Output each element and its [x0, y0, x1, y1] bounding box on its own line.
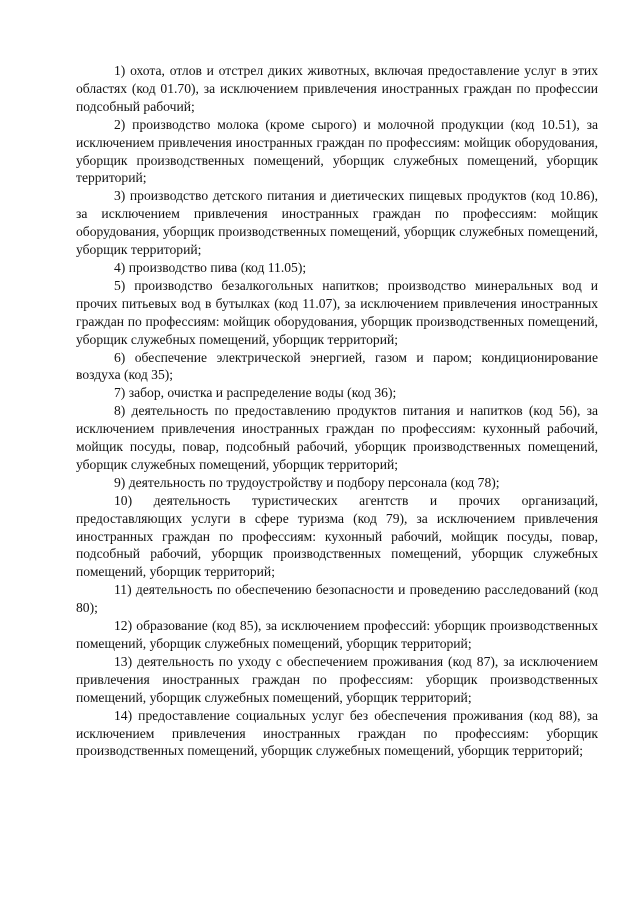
list-item-9: 9) деятельность по трудоустройству и подбору персонала (код 78);: [114, 474, 500, 490]
document-page: [76, 62, 598, 760]
list-item-14: 14) предоставление социальных услуг без обеспечения проживания (код 88), за исключением привлечения иностранных граждан по профессиям: уборщик производственных помещений, уборщик служебных помещений, уборщик территорий;: [76, 707, 598, 759]
list-item-6: 6) обеспечение электрической энергией, газом и паром; кондиционирование воздуха (код 35);: [76, 349, 598, 383]
list-item-2: 2) производство молока (кроме сырого) и молочной продукции (код 10.51), за исключением привлечения иностранных граждан по профессиям: мойщик оборудования, уборщик производственных помещений, уборщик служебных помещений, уборщик территорий;: [76, 116, 598, 186]
list-item-3: 3) производство детского питания и диетических пищевых продуктов (код 10.86), за исключением привлечения иностранных граждан по профессиям: мойщик оборудования, уборщик производственных помещений, уборщик служебных помещений, уборщик территорий;: [76, 188, 598, 258]
list-item-8: 8) деятельность по предоставлению продуктов питания и напитков (код 56), за исключением привлечения иностранных граждан по профессиям: кухонный рабочий, мойщик посуды, повар, подсобный рабочий, уборщик производственных помещений, уборщик служебных помещений, уборщик территорий;: [76, 403, 598, 472]
list-item-12: 12) образование (код 85), за исключением профессий: уборщик производственных помещений, уборщик служебных помещений, уборщик территорий;: [76, 618, 598, 651]
list-item-4: 4) производство пива (код 11.05);: [114, 259, 307, 275]
list-item-5: 5) производство безалкогольных напитков; производство минеральных вод и прочих питьевых вод в бутылках (код 11.07), за исключением привлечения иностранных граждан по профессиям: мойщик оборудования, уборщик производственных помещений, уборщик служебных помещений, уборщик территорий;: [76, 277, 598, 347]
list-item-1: 1) охота, отлов и отстрел диких животных, включая предоставление услуг в этих областях (код 01.70), за исключением привлечения иностранных граждан по профессии подсобный рабочий;: [76, 63, 598, 114]
list-item-7: 7) забор, очистка и распределение воды (код 36);: [114, 385, 397, 401]
list-item-11: 11) деятельность по обеспечению безопасности и проведению расследований (код 80);: [76, 582, 598, 616]
list-item-13: 13) деятельность по уходу с обеспечением проживания (код 87), за исключением привлечения иностранных граждан по профессиям: уборщик производственных помещений, уборщик служебных помещений, уборщик территорий;: [76, 653, 598, 705]
list-item-10: 10) деятельность туристических агентств и прочих организаций, предоставляющих услуги в сфере туризма (код 79), за исключением привлечения иностранных граждан по профессиям: кухонный рабочий, мойщик посуды, повар, подсобный рабочий, уборщик производственных помещений, уборщик служебных помещений, уборщик территорий;: [76, 492, 598, 580]
